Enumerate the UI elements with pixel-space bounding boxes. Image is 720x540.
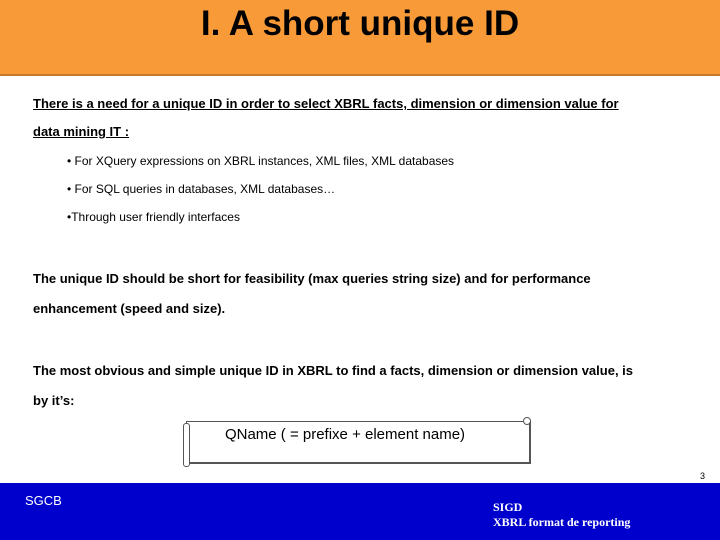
scroll-curl-right [523,417,531,425]
bullet-sql: • For SQL queries in databases, XML databases… [67,182,336,196]
footer-project-line-2: XBRL format de reporting [493,515,631,529]
footer-project-line-1: SIGD [493,500,523,514]
page-number: 3 [700,471,706,481]
bullet-xquery: • For XQuery expressions on XBRL instances, XML files, XML databases [67,154,455,168]
intro-line-2: data mining IT : [33,124,130,139]
qname-definition: QName ( = prefixe + element name) [224,426,466,443]
slide-title: I. A short unique ID [200,4,520,43]
footer-org: SGCB [25,493,62,508]
para3-line-2: by it’s: [33,393,75,408]
intro-line-1: There is a need for a unique ID in order to select XBRL facts, dimension or dimension value for [33,96,619,111]
para3-line-1: The most obvious and simple unique ID in XBRL to find a facts, dimension or dimension value, is [33,363,634,378]
para2-line-1: The unique ID should be short for feasibility (max queries string size) and for performance [33,271,591,286]
para2-line-2: enhancement (speed and size). [33,301,226,316]
footer-project [493,500,630,530]
bullet-ui: •Through user friendly interfaces [67,210,240,224]
